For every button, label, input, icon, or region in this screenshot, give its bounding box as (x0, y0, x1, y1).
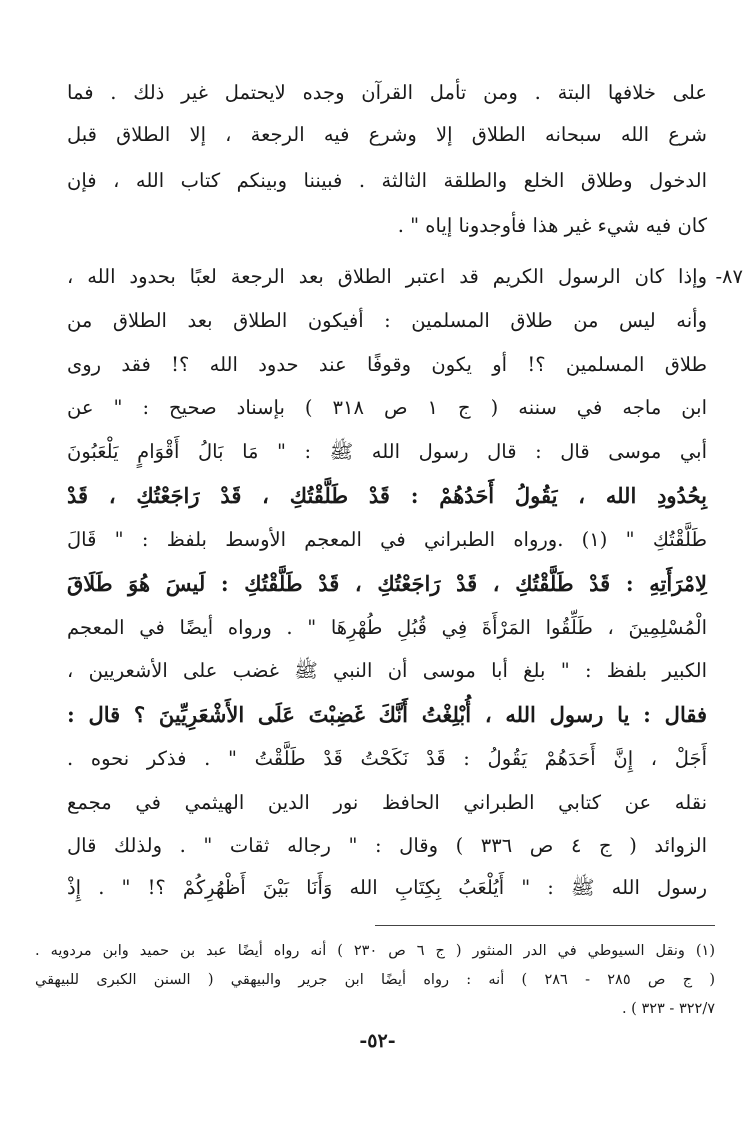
text-line-1: على خلافها البتة . ومن تأمل القرآن وجده لايحتمل غير ذلك . فما (67, 81, 707, 104)
text-line-3: الدخول وطلاق الخلع والطلقة الثالثة . فبيننا وبينكم كتاب الله ، فإن (67, 169, 707, 192)
text-line-10: بِحُدُودِ الله ، يَقُولُ أَحَدُهُمْ : قَدْ طَلَّقْتُكِ ، قَدْ رَاجَعْتُكِ ، قَدْ (67, 483, 707, 508)
text-line-9: أبي موسى قال : قال رسول الله ﷺ : " مَا بَالُ أَقْوَامٍ يَلْعَبُونَ (67, 440, 707, 463)
item-number: ٨٧- (715, 265, 743, 288)
text-line-13: الْمُسْلِمِينَ ، طَلِّقُوا المَرْأَةَ فِي قُبُلِ طُهْرِهَا " . ورواه أيضًا في المعجم (67, 616, 707, 639)
text-line-8: ابن ماجه في سننه ( ج ١ ص ٣١٨ ) بإسناد صحيح : " عن (67, 396, 707, 419)
text-line-16: أَجَلْ ، إِنَّ أَحَدَهُمْ يَقُولُ : قَدْ نَكَحْتُ قَدْ طَلَّقْتُ " . فذكر نحوه . (67, 747, 707, 770)
text-line-6: وأنه ليس من طلاق المسلمين : أفيكون الطلاق بعد الطلاق من (67, 309, 707, 332)
text-line-7: طلاق المسلمين ؟! أو يكون وقوفًا عند حدود الله ؟! فقد روى (67, 353, 707, 376)
footnote-line-1: (١) ونقل السيوطي في الدر المنثور ( ج ٦ ص ٢٣٠ ) أنه رواه أيضًا عبد بن حميد وابن مردويه . (35, 943, 715, 959)
text-line-18: الزوائد ( ج ٤ ص ٣٣٦ ) وقال : " رجاله ثقات " . ولذلك قال (67, 834, 707, 857)
text-line-19: رسول الله ﷺ : " أَيُلْعَبُ بِكِتَابِ الله وَأَنَا بَيْنَ أَظْهُرِكُمْ ؟! " . إِذْ (67, 876, 707, 899)
text-line-12: لِامْرَأَتِهِ : قَدْ طَلَّقْتُكِ ، قَدْ رَاجَعْتُكِ ، قَدْ طَلَّقْتُكِ : لَيسَ هُوَ طَلَاقَ (67, 571, 707, 596)
text-line-14: الكبير بلفظ : " بلغ أبا موسى أن النبي ﷺ غضب على الأشعريين ، (67, 659, 707, 682)
footnote-line-3: ٣٢٢/٧ - ٣٢٣ ) . (621, 1001, 715, 1017)
text-line-5: وإذا كان الرسول الكريم قد اعتبر الطلاق بعد الرجعة لعبًا بحدود الله ، (67, 265, 707, 288)
page-number: -٥٢- (359, 1030, 396, 1052)
footnote-line-2: ( ج ص ٢٨٥ - ٢٨٦ ) أنه : رواه أيضًا ابن جرير والبيهقي ( السنن الكبرى للبيهقي (35, 972, 716, 988)
text-line-4: كان فيه شيء غير هذا فأوجدونا إياه " . (397, 214, 707, 237)
text-line-11: طَلَّقْتُكِ " (١) .ورواه الطبراني في المعجم الأوسط بلفظ : " قَالَ (67, 528, 707, 551)
footnote-divider (375, 925, 715, 926)
text-line-2: شرع الله سبحانه الطلاق إلا وشرع فيه الرجعة ، إلا الطلاق قبل (67, 123, 708, 146)
text-line-15: فقال : يا رسول الله ، أُبْلِغْتُ أَنَّكَ غَضِبْتَ عَلَى الأَشْعَرِيِّينَ ؟ قال : (67, 702, 707, 727)
text-line-17: نقله عن كتابي الطبراني الحافظ نور الدين الهيثمي في مجمع (67, 791, 707, 814)
